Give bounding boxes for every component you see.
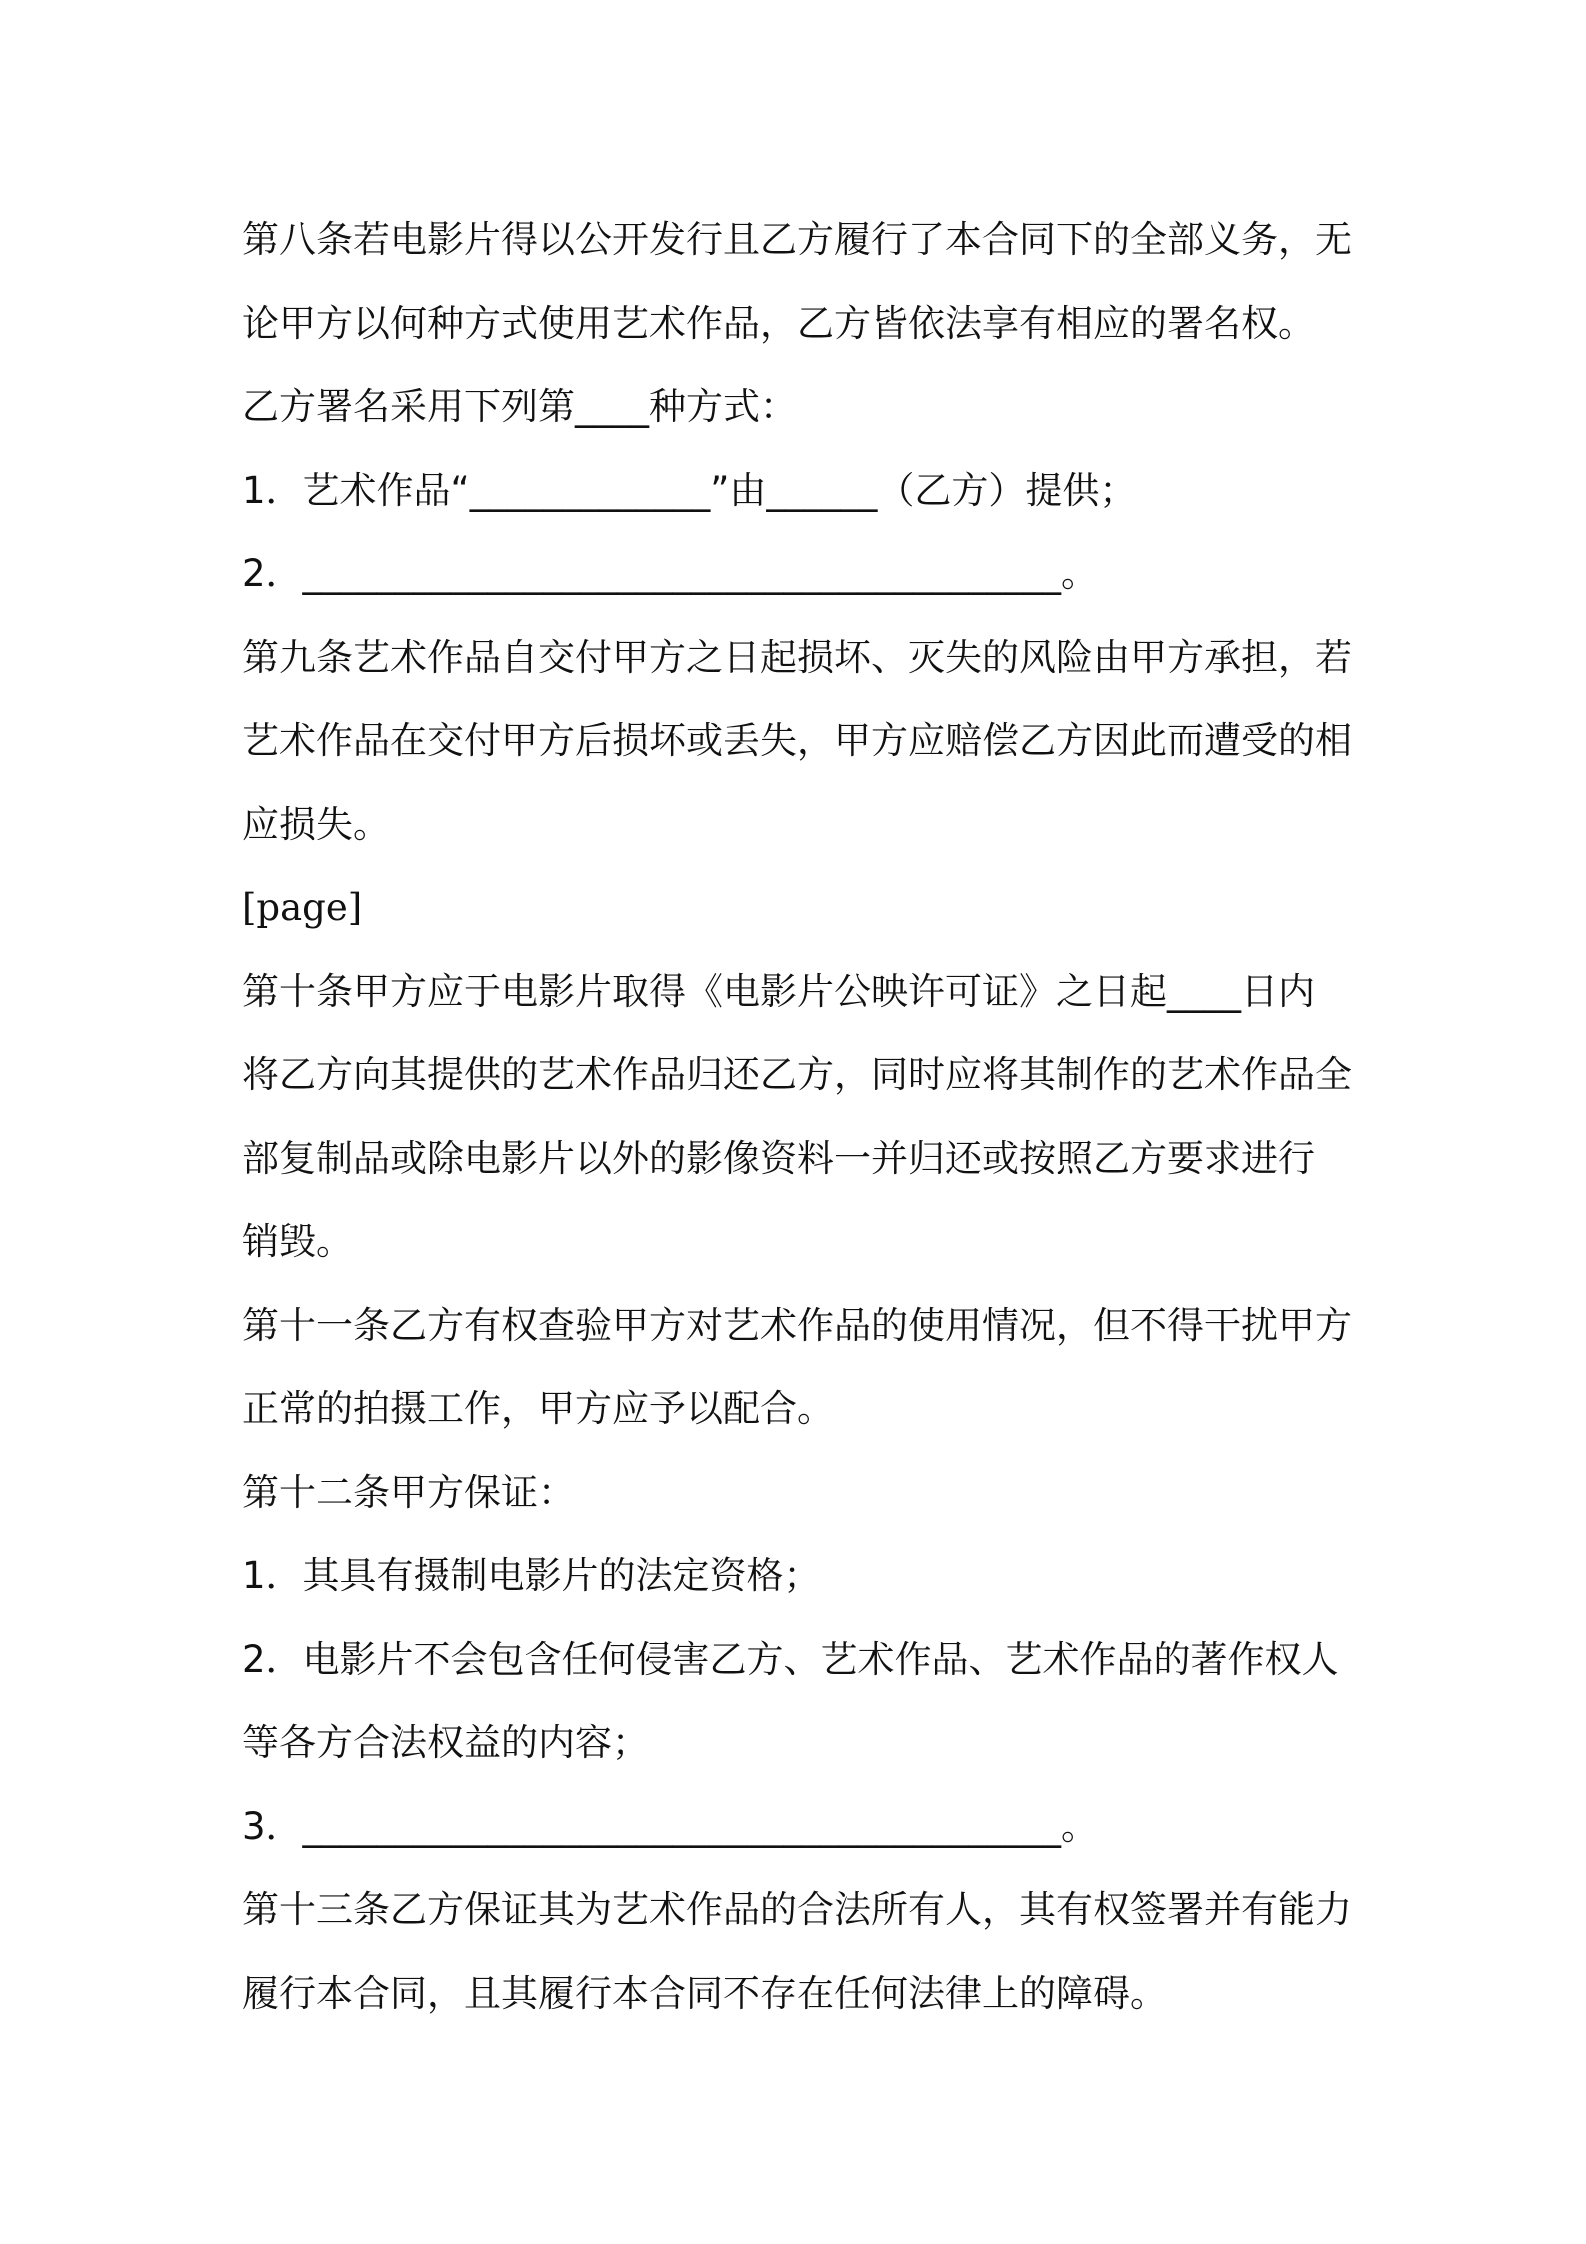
article-10-line-3: 部复制品或除电影片以外的影像资料一并归还或按照乙方要求进行: [242, 1136, 1315, 1180]
article-9-line-3: 应损失。: [242, 802, 390, 846]
article-10-line-1: 第十条甲方应于电影片取得《电影片公映许可证》之日起____日内: [242, 969, 1315, 1013]
article-9-line-1: 第九条艺术作品自交付甲方之日起损坏、灭失的风险由甲方承担，若: [242, 635, 1352, 679]
article-12-item-2-line-1: 2．电影片不会包含任何侵害乙方、艺术作品、艺术作品的著作权人: [242, 1637, 1339, 1681]
article-11-line-2: 正常的拍摄工作，甲方应予以配合。: [242, 1387, 834, 1430]
signature-option-1: 1．艺术作品“_____________”由______（乙方）提供；: [242, 468, 1137, 512]
article-12-item-1: 1．其具有摄制电影片的法定资格；: [242, 1554, 821, 1597]
article-8-line-2: 论甲方以何种方式使用艺术作品，乙方皆依法享有相应的署名权。: [242, 301, 1315, 345]
signature-method-line: 乙方署名采用下列第____种方式：: [242, 385, 797, 428]
document-body: [242, 198, 1362, 2035]
article-10-line-2: 将乙方向其提供的艺术作品归还乙方，同时应将其制作的艺术作品全: [242, 1053, 1352, 1096]
article-12-item-3: 3．_________________________________________。: [242, 1804, 1099, 1848]
article-8-line-1: 第八条若电影片得以公开发行且乙方履行了本合同下的全部义务，无: [242, 218, 1352, 261]
article-13-line-1: 第十三条乙方保证其为艺术作品的合法所有人，其有权签署并有能力: [242, 1888, 1352, 1931]
article-13-line-2: 履行本合同，且其履行本合同不存在任何法律上的障碍。: [242, 1971, 1167, 2015]
article-12-item-2-line-2: 等各方合法权益的内容；: [242, 1721, 649, 1764]
article-12-heading: 第十二条甲方保证：: [242, 1470, 575, 1514]
article-10-line-4: 销毁。: [242, 1220, 353, 1263]
article-11-line-1: 第十一条乙方有权查验甲方对艺术作品的使用情况，但不得干扰甲方: [242, 1303, 1352, 1347]
article-9-line-2: 艺术作品在交付甲方后损坏或丢失，甲方应赔偿乙方因此而遭受的相: [242, 719, 1352, 762]
page-marker: [page]: [242, 886, 363, 929]
signature-option-2: 2．_________________________________________。: [242, 552, 1099, 595]
